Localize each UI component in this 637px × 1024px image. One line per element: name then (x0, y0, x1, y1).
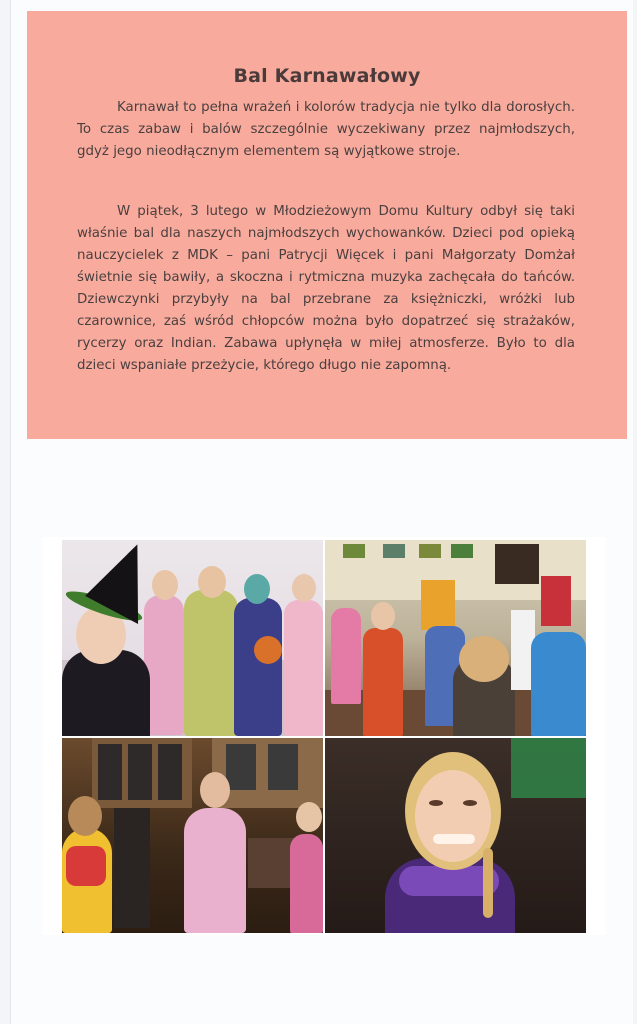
photo-dancing-hall (325, 540, 586, 736)
photo-collage (42, 537, 606, 935)
photo-smiling-girl (325, 738, 586, 933)
photo-princess-girls (62, 738, 323, 933)
article-text-box (27, 11, 627, 439)
article-paragraph-1: Karnawał to pełna wrażeń i kolorów tradycja nie tylko dla dorosłych. To czas zabaw i balów szczególnie wyczekiwany przez najmłodszych, gdyż jego nieodłącznym elementem są wyjątkowe stroje. (77, 100, 575, 159)
article-title: Bal Karnawałowy (233, 65, 421, 87)
photo-witch-and-princesses (62, 540, 323, 736)
article-paragraph-2: W piątek, 3 lutego w Młodzieżowym Domu Kultury odbył się taki właśnie bal dla naszych najmłodszych wychowanków. Dzieci pod opieką nauczycielek z MDK – pani Patrycji Więcek i pani Małgorzaty Domżał świetnie się bawiły, a skoczna i rytmiczna muzyka zachęcała do tańców. Dziewczynki przybyły na bal przebrane za księżniczki, wróżki lub czarownice, zaś wśród chłopców można było dopatrzeć się strażaków, rycerzy oraz Indian. Zabawa upłynęła w miłej atmosferze. Było to dla dzieci wspaniałe przeżycie, którego długo nie zapomną. (77, 204, 575, 373)
